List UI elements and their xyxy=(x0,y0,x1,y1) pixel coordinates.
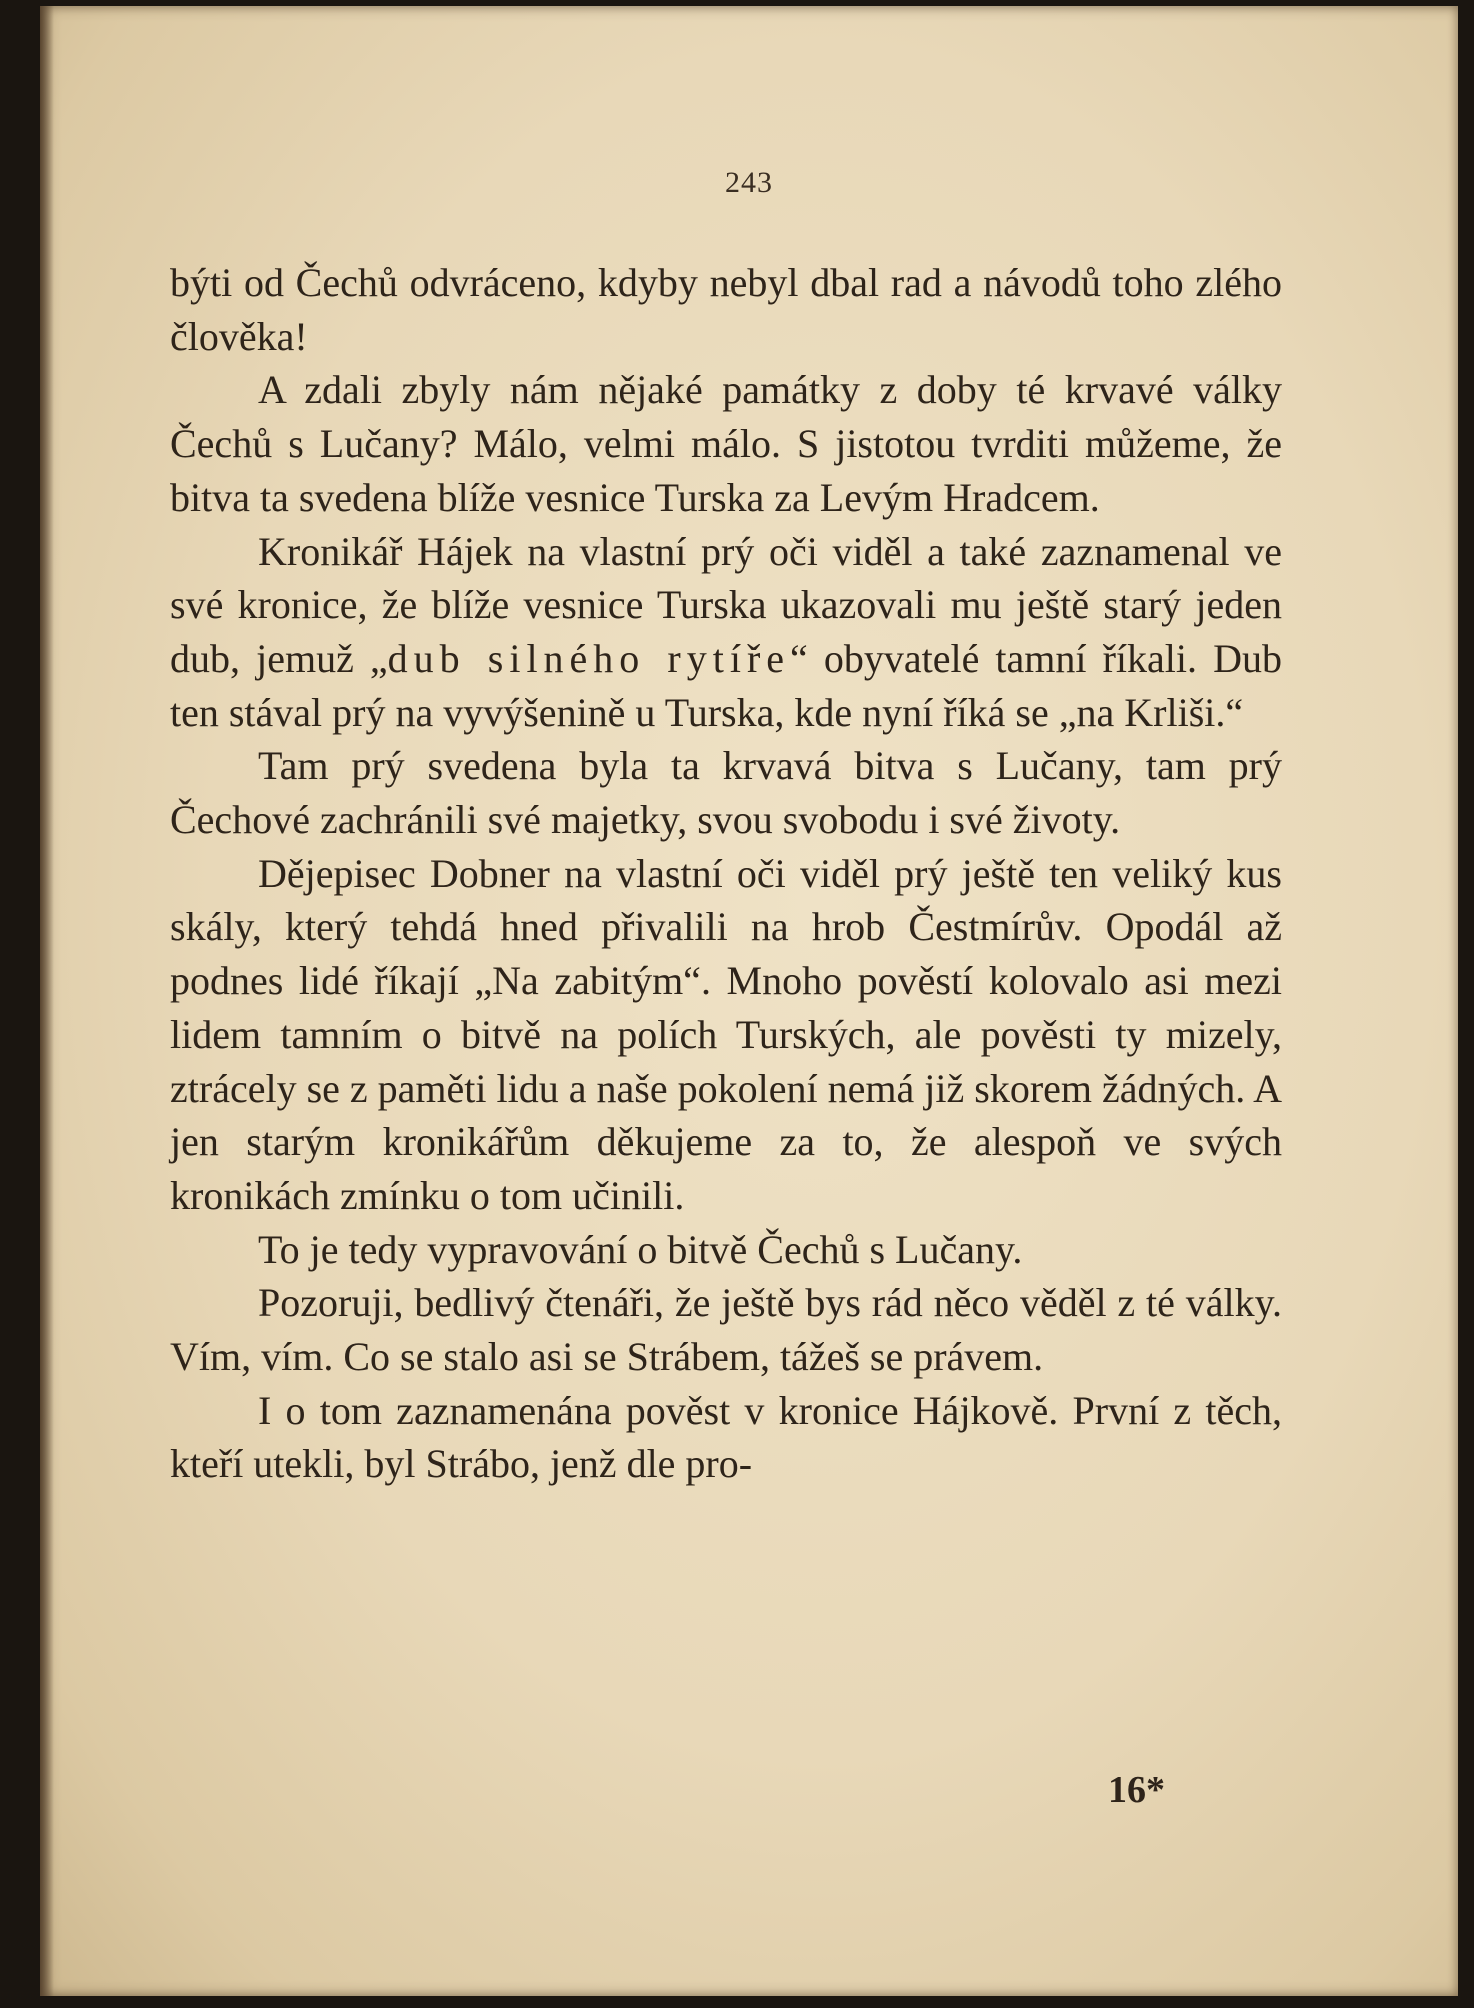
signature-mark: 16* xyxy=(1108,1769,1165,1811)
book-page xyxy=(40,6,1458,1996)
paragraph: Dějepisec Dobner na vlastní oči viděl prý ještě ten veliký kus skály, který tehdá hned přivalili na hrob Čestmírův. Opodál až podnes lidé říkají „Na zabitým“. Mnoho pověstí kolovalo asi mezi lidem tamním o bitvě na polích Turských, ale pověsti ty mizely, ztrácely se z paměti lidu a naše pokolení nemá již skorem žádných. A jen starým kronikářům děkujeme za to, že alespoň ve svých kronikách zmínku o tom učinili. xyxy=(170,850,1282,1218)
body-text xyxy=(170,256,1282,1491)
paragraph xyxy=(170,525,1282,740)
paragraph: Tam prý svedena byla ta krvavá bitva s Lučany, tam prý Čechové zachránili své majetky, svou svobodu i své životy. xyxy=(170,743,1282,843)
paragraph-text: “ obyvatelé tamní říkali. Dub ten stával prý na vyvýšenině u Turska, kde nyní říká se „na Krliši.“ xyxy=(170,635,1282,735)
emphasized-quote: dub silného rytíře xyxy=(387,635,791,681)
paragraph: A zdali zbyly nám nějaké památky z doby té krvavé války Čechů s Lučany? Málo, velmi málo. S jistotou tvrditi můžeme, že bitva ta svedena blíže vesnice Turska za Levým Hradcem. xyxy=(170,367,1282,520)
paragraph: I o tom zaznamenána pověst v kronice Hájkově. První z těch, kteří utekli, byl Strábo, jenž dle pro- xyxy=(170,1387,1282,1487)
paragraph: býti od Čechů odvráceno, kdyby nebyl dbal rad a návodů toho zlého člověka! xyxy=(170,260,1282,359)
page-gutter-shadow xyxy=(40,6,54,1996)
page-number: 243 xyxy=(725,166,773,199)
paragraph-text: Kronikář Hájek na vlastní prý oči viděl a také zaznamenal ve své kronice, že blíže vesnice Turska ukazovali mu ještě starý jeden dub, jemuž „ xyxy=(170,528,1282,681)
paragraph: To je tedy vypravování o bitvě Čechů s Lučany. xyxy=(258,1226,1023,1272)
paragraph: Pozoruji, bedlivý čtenáři, že ještě bys rád něco věděl z té války. Vím, vím. Co se stalo asi se Strábem, tážeš se právem. xyxy=(170,1280,1282,1380)
